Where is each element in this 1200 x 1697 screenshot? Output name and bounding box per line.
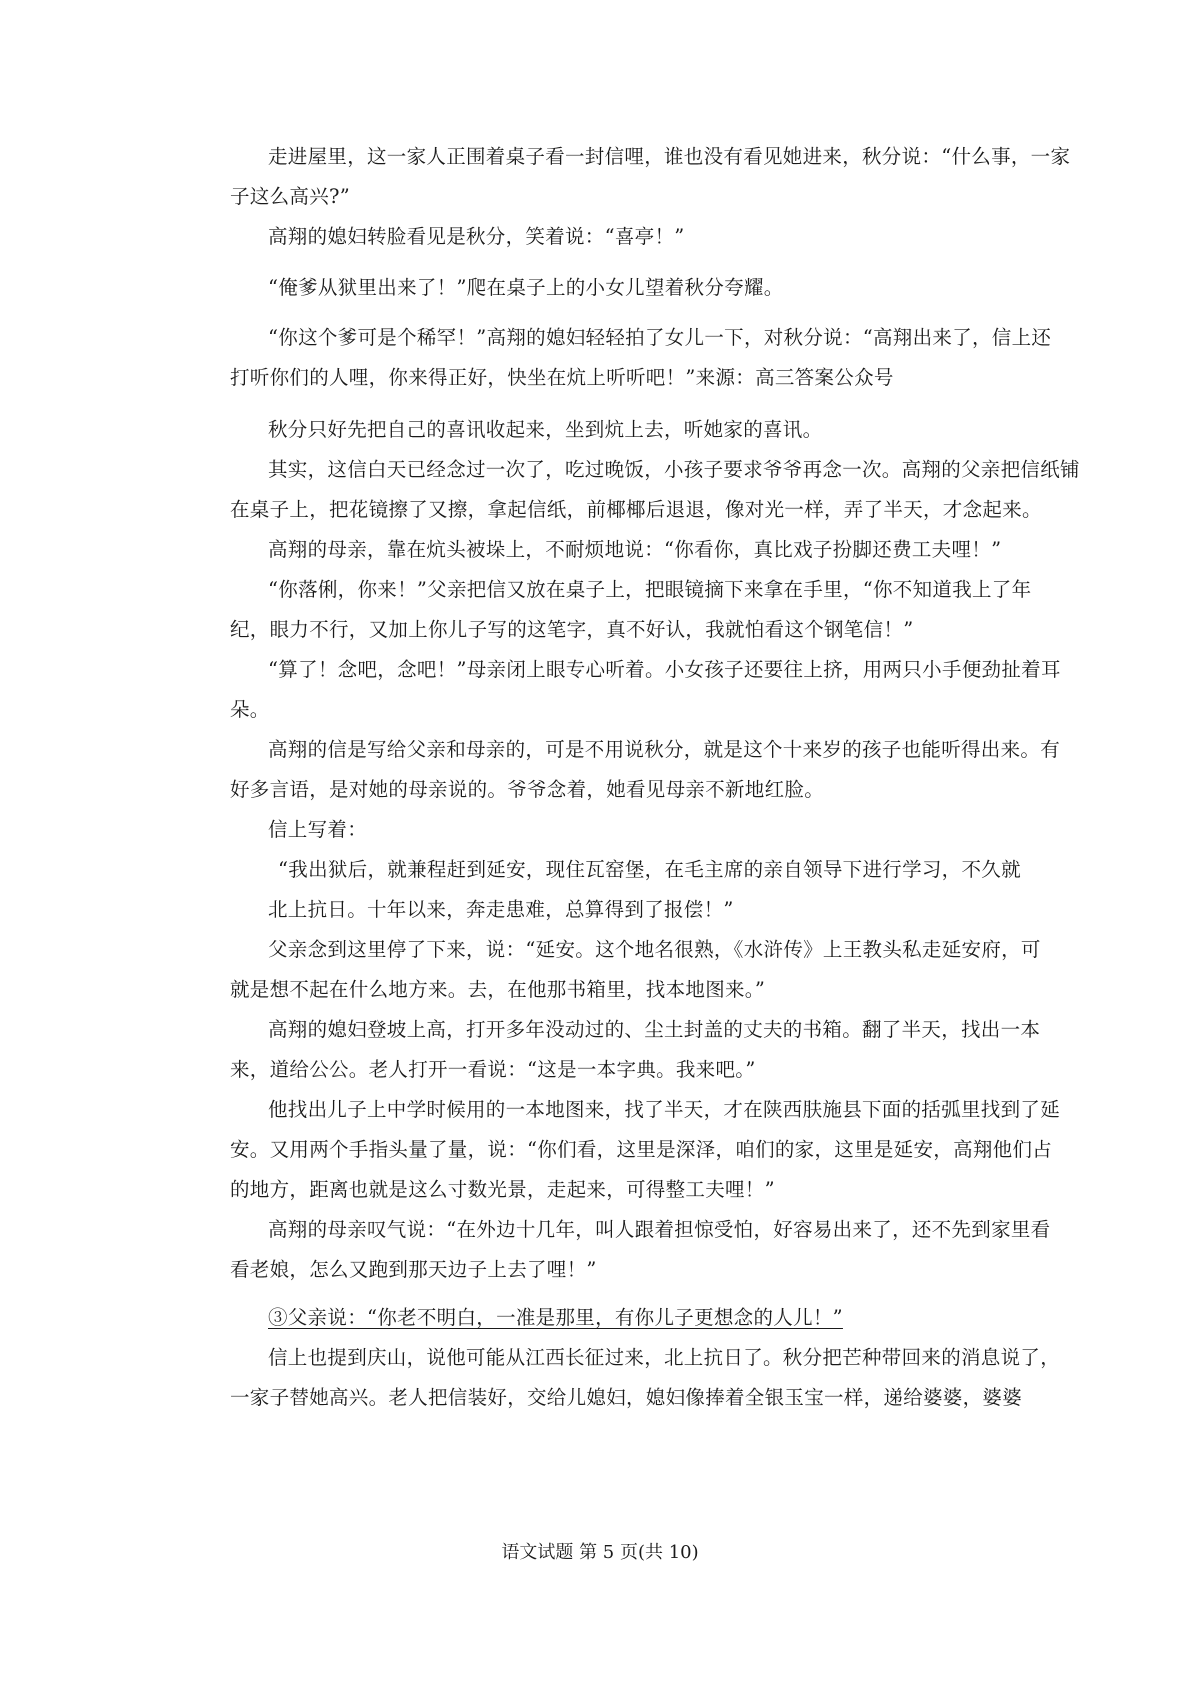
paragraph-15 <box>230 1090 1061 1210</box>
letter-quote <box>268 850 1028 930</box>
paragraph-5 <box>230 410 1020 450</box>
paragraph-13 <box>230 930 1041 1010</box>
text-line: 走进屋里，这一家人正围着桌子看一封信哩，谁也没有看见她进来，秋分说：“什么事，一家 <box>268 145 1071 168</box>
text-line <box>230 1298 1020 1338</box>
text-line: “俺爹从狱里出来了！”爬在桌子上的小女儿望着秋分夸耀。 <box>268 276 784 299</box>
text-line: “你落俐，你来！”父亲把信又放在桌子上，把眼镜摘下来拿在手里，“你不知道我上了年 <box>268 578 1032 601</box>
text-line: “我出狱后，就兼程赶到延安，现住瓦窑堡，在毛主席的亲自领导下进行学习，不久就 <box>278 858 1021 881</box>
text-line: 其实，这信白天已经念过一次了，吃过晚饭，小孩子要求爷爷再念一次。高翔的父亲把信纸铺 <box>268 458 1080 481</box>
text-line: 父亲念到这里停了下来，说：“延安。这个地名很熟，《水浒传》上王教头私走延安府，可 <box>268 938 1041 961</box>
paragraph-17-underlined <box>230 1298 1020 1338</box>
text-line: 高翔的母亲叹气说：“在外边十几年，叫人跟着担惊受怕，好容易出来了，还不先到家里看 <box>268 1218 1051 1241</box>
paragraph-10 <box>230 730 1061 810</box>
text-line: 他找出儿子上中学时候用的一本地图来，找了半天，才在陕西肤施县下面的括弧里找到了延 <box>268 1098 1061 1121</box>
text-line: 秋分只好先把自己的喜讯收起来，坐到炕上去，听她家的喜讯。 <box>268 418 823 441</box>
text-line: 就是想不起在什么地方来。去，在他那书箱里，找本地图来。” <box>230 978 766 1001</box>
paragraph-16 <box>230 1210 1051 1290</box>
paragraph-14 <box>230 1010 1041 1090</box>
text-line: 一家子替她高兴。老人把信装好，交给儿媳妇，媳妇像捧着全银玉宝一样，递给婆婆，婆婆 <box>230 1386 1023 1409</box>
text-line: 好多言语，是对她的母亲说的。爷爷念着，她看见母亲不新地红脸。 <box>230 778 825 801</box>
text-line: 看老娘，怎么又跑到那天边子上去了哩！” <box>230 1258 597 1281</box>
paragraph-3 <box>230 268 1020 308</box>
paragraph-2 <box>230 217 1020 257</box>
text-line: 北上抗日。十年以来，奔走患难，总算得到了报偿！” <box>268 898 734 921</box>
text-line: 高翔的母亲，靠在炕头被垛上，不耐烦地说：“你看你，真比戏子扮脚还费工夫哩！” <box>268 538 1002 561</box>
text-line: 信上也提到庆山，说他可能从江西长征过来，北上抗日了。秋分把芒种带回来的消息说了， <box>268 1346 1061 1369</box>
text-line: 在桌子上，把花镜擦了又擦，拿起信纸，前椰椰后退退，像对光一样，弄了半天，才念起来。 <box>230 498 1042 521</box>
text-line: 高翔的媳妇登坡上高，打开多年没动过的、尘土封盖的丈夫的书箱。翻了半天，找出一本 <box>268 1018 1041 1041</box>
paragraph-6 <box>230 450 1080 530</box>
text-line: “你这个爹可是个稀罕！”高翔的媳妇轻轻拍了女儿一下，对秋分说：“高翔出来了，信上还 <box>268 326 1052 349</box>
paragraph-4 <box>230 318 1052 398</box>
text-line: 安。又用两个手指头量了量，说：“你们看，这里是深泽，咱们的家，这里是延安，高翔他们占 <box>230 1138 1053 1161</box>
text-line: 纪，眼力不行，又加上你儿子写的这笔字，真不好认，我就怕看这个钢笔信！” <box>230 618 914 641</box>
text-line: 高翔的信是写给父亲和母亲的，可是不用说秋分，就是这个十来岁的孩子也能听得出来。有 <box>268 738 1061 761</box>
text-line: 朵。 <box>230 698 270 721</box>
page-footer: 语文试题 第 5 页(共 10) <box>501 1542 699 1563</box>
underlined-sentence: ③父亲说：“你老不明白，一准是那里，有你儿子更想念的人儿！” <box>268 1306 843 1329</box>
paragraph-18 <box>230 1338 1061 1418</box>
text-line: 信上写着： <box>268 818 368 841</box>
text-line: 来，道给公公。老人打开一看说：“这是一本字典。我来吧。” <box>230 1058 756 1081</box>
text-line: 子这么高兴?” <box>230 185 351 208</box>
paragraph-8 <box>230 570 1032 650</box>
paragraph-7 <box>230 530 1020 570</box>
text-line: 的地方，距离也就是这么寸数光景，走起来，可得整工夫哩！” <box>230 1178 775 1201</box>
text-line: “算了！念吧，念吧！”母亲闭上眼专心听着。小女孩子还要往上挤，用两只小手便劲扯着耳 <box>268 658 1061 681</box>
text-line: 高翔的媳妇转脸看见是秋分，笑着说：“喜亭！” <box>268 225 685 248</box>
paragraph-9 <box>230 650 1061 730</box>
text-line: 打听你们的人哩，你来得正好，快坐在炕上听听吧！”来源：高三答案公众号 <box>230 366 894 389</box>
paragraph-11 <box>230 810 1020 850</box>
paragraph-1 <box>230 137 1071 217</box>
